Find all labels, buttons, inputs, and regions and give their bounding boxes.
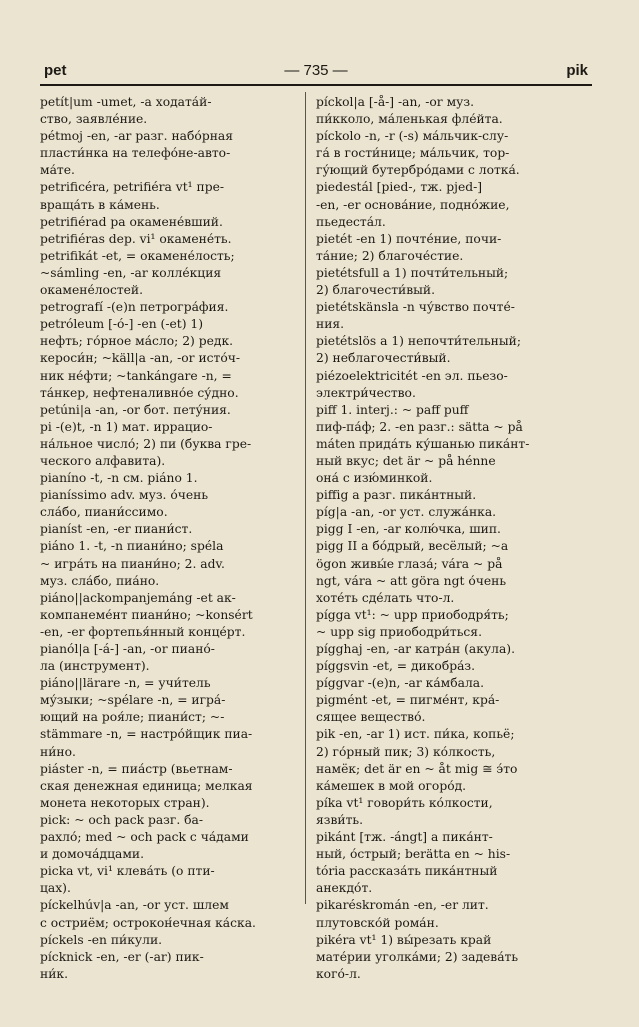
dictionary-entry [40,214,316,231]
dictionary-entry [40,179,316,213]
entry-line: муз. сла́бо, пиа́но. [40,573,160,588]
entry-line: -en, -er фортепья́нный конце́рт. [40,624,246,639]
page-header [40,62,592,84]
dictionary-entry [40,538,316,589]
entry-line: piézoelektricitét -en эл. пьезо- [316,368,508,383]
header-left-guideword: pet [44,62,67,79]
dictionary-entry [316,538,586,606]
entry-line: ~ upp sig приободри́ться. [316,624,482,639]
dictionary-entry [316,675,586,692]
entry-line: враща́ть в ка́мень. [40,197,160,212]
entry-line: пьедеста́л. [316,214,386,229]
entry-line: pianól|a [-á-] -an, -or пиано́- [40,642,215,656]
dictionary-entry [316,504,586,521]
entry-line: та́ние; 2) благоче́стие. [316,248,464,263]
entry-line: рахло́; med ~ och pack с ча́дами [40,830,249,845]
dictionary-entry [40,316,316,401]
entry-line: petrografí -(e)n петрогра́фия. [40,300,229,315]
entry-line: ngt, vára ~ att göra ngt о́чень [316,573,507,588]
entry-line: pik -en, -ar 1) ист. пи́ка, копьё; [316,727,515,742]
dictionary-entry [316,402,586,487]
entry-line: га́ в гости́нице; ма́льчик, тор- [316,146,510,161]
dictionary-entry [40,949,316,983]
entry-line: мате́рии уголка́ми; 2) задева́ть [316,949,519,964]
dictionary-entry [316,658,586,675]
entry-line: ская денежная единица; мелкая [40,778,253,793]
header-right-guideword: pik [566,62,588,79]
entry-line: pietétskänsla -n чу́вство почте́- [316,300,515,315]
entry-line: ла (инструмент). [40,659,150,674]
dictionary-entry [316,231,586,265]
entry-line: анекдо́т. [316,881,373,896]
dictionary-entry [40,932,316,949]
entry-line: petrifiéras dep. vi¹ окамене́ть. [40,231,232,246]
entry-line: ни́но. [40,744,76,759]
entry-line: píg|a -an, -or уст. служа́нка. [316,505,497,520]
entry-line: píggvar -(e)n, -ar ка́мбала. [316,676,485,691]
dictionary-entry [40,641,316,675]
entry-line: 2) неблагочести́вый. [316,351,451,366]
entry-line: 2) го́рный пик; 3) ко́лкость, [316,744,496,759]
entry-line: pietétslös a 1) непочти́тельный; [316,334,521,349]
entry-line: petróleum [-ó-] -en (-et) 1) [40,317,204,332]
entry-line: pianíssimo adv. муз. о́чень [40,488,209,503]
entry-line: она́ с изю́минкой. [316,471,433,486]
dictionary-entry [316,368,586,402]
entry-line: píka vt¹ говори́ть ко́лкости, [316,795,493,810]
dictionary-entry [40,470,316,487]
entry-line: цах). [40,881,71,896]
entry-line: пиф-па́ф; 2. -en разг.: sätta ~ på [316,419,523,434]
entry-line: piáster -n, = пиа́стр (вьетнам- [40,761,233,776]
dictionary-entry [316,897,586,931]
dictionary-entry [316,333,586,367]
dictionary-entry [40,94,316,128]
entry-line: и домоча́дцами. [40,847,144,862]
entry-line: кероси́н; ~käll|a -an, -or исто́ч- [40,351,241,366]
entry-line: окамене́лостей. [40,283,144,298]
entry-line: pícknick -en, -er (-ar) пик- [40,949,204,964]
entry-line: pietét -en 1) почте́ние, почи- [316,231,502,246]
dictionary-entry [40,761,316,812]
left-column [40,94,316,983]
dictionary-entry [316,521,586,538]
entry-line: pick: ~ och pack разг. ба- [40,812,204,827]
entry-line: ~ игра́ть на пиани́но; 2. adv. [40,556,225,571]
entry-line: petít|um -umet, -a ходата́й- [40,95,212,109]
dictionary-entry [316,128,586,179]
entry-line: píckelhúv|a -an, -or уст. шлем [40,898,229,913]
entry-line: pikéra vt¹ 1) вы́резать край [316,932,492,947]
entry-line: та́нкер, нефтеналивно́е су́дно. [40,385,239,400]
entry-line: stämmare -n, = настро́йщик пиа- [40,727,253,742]
entry-line: pétmoj -en, -ar разг. набо́рная [40,129,233,144]
dictionary-entry [316,641,586,658]
entry-line: -en, -er основа́ние, подно́жие, [316,197,510,212]
dictionary-entry [40,521,316,538]
entry-line: ющий на роя́ле; пиани́ст; ~- [40,710,225,725]
header-rule [40,84,592,86]
entry-line: на́льное число́; 2) пи (буква гре- [40,436,252,451]
entry-line: petrifikát -et, = окамене́лость; [40,248,235,263]
dictionary-entry [316,179,586,230]
dictionary-entry [316,94,586,128]
entry-line: pígghaj -en, -ar катра́н (акула). [316,642,515,656]
dictionary-entry [316,299,586,333]
entry-line: сла́бо, пиани́ссимо. [40,505,168,520]
entry-line: пласти́нка на телефо́не-авто- [40,146,231,161]
entry-line: ögon живы́е глаза́; vára ~ på [316,556,503,571]
entry-line: нефть; го́рное ма́сло; 2) редк. [40,334,234,349]
entry-line: монета некоторых стран). [40,795,210,810]
entry-line: piáno 1. -t, -n пиани́но; spéla [40,539,224,554]
entry-line: электри́чество. [316,385,416,400]
entry-line: ~sámling -en, -ar колле́кция [40,265,222,280]
entry-line: píckol|a [-å-] -an, -or муз. [316,95,474,109]
dictionary-entry [316,607,586,641]
entry-line: гу́ющий бутербро́дами с лотка́. [316,163,520,178]
entry-line: ник не́фти; ~tankángare -n, = [40,368,232,383]
dictionary-entry [40,812,316,863]
entry-line: компанеме́нт пиани́но; ~konsért [40,607,253,622]
dictionary-entry [316,487,586,504]
dictionary-entry [40,487,316,521]
entry-line: piffig a разг. пика́нтный. [316,488,477,503]
entry-line: píggsvin -et, = дикобра́з. [316,659,476,674]
entry-line: pianíno -t, -n см. piáno 1. [40,471,198,486]
entry-line: petrifiérad pa окамене́вший. [40,214,223,229]
entry-line: намёк; det är en ~ åt mig ≅ э́то [316,761,518,776]
entry-line: piáno||lärare -n, = учи́тель [40,676,211,691]
entry-line: плутовско́й рома́н. [316,915,439,930]
entry-line: pígga vt¹: ~ upp приободря́ть; [316,607,509,622]
entry-line: ство, заявле́ние. [40,112,148,127]
dictionary-entry [40,419,316,470]
dictionary-entry [40,863,316,897]
dictionary-entry [40,402,316,419]
entry-line: piedestál [pied-, тж. pjed-] [316,180,483,195]
entry-line: ния. [316,317,345,332]
right-column [316,94,586,983]
dictionary-entry [40,897,316,931]
entry-line: ни́к. [40,966,68,981]
entry-line: му́зыки; ~spélare -n, = игра́- [40,693,226,708]
entry-line: ка́мешек в мой огоро́д. [316,778,467,793]
entry-line: pianíst -en, -er пиани́ст. [40,522,193,537]
entry-line: pietétsfull a 1) почти́тельный; [316,265,509,280]
dictionary-entry [40,590,316,641]
entry-line: tória рассказа́ть пика́нтный [316,864,498,879]
entry-line: кого́-л. [316,966,361,981]
dictionary-entry [316,726,586,794]
entry-line: сящее вещество́. [316,710,426,725]
entry-line: ма́те. [40,163,75,178]
dictionary-entry [40,248,316,299]
entry-line: piff 1. interj.: ~ paff puff [316,402,469,417]
entry-line: píckels -en пи́кули. [40,932,163,947]
entry-line: pikaréskromán -en, -er лит. [316,898,489,913]
entry-line: с остриём; острокон́ечная ка́ска. [40,915,256,930]
dictionary-entry [316,829,586,897]
entry-line: pigmént -et, = пигме́нт, кра́- [316,693,500,708]
entry-line: picka vt, vi¹ клева́ть (о пти- [40,864,215,879]
entry-line: pikánt [тж. -ángt] a пика́нт- [316,830,493,845]
entry-line: píckolo -n, -r (-s) ма́льчик-слу- [316,129,509,144]
dictionary-entry [316,265,586,299]
dictionary-entry [40,299,316,316]
dictionary-entry [316,932,586,983]
entry-line: язви́ть. [316,812,363,827]
entry-line: piáno||ackompanjemáng -et ак- [40,590,236,605]
entry-line: pigg I -en, -ar колю́чка, шип. [316,522,501,537]
entry-line: пи́кколо, ма́ленькая фле́йта. [316,112,503,127]
entry-line: pigg II a бо́дрый, весёлый; ~a [316,539,509,554]
dictionary-entry [40,128,316,179]
entry-line: pi -(e)t, -n 1) мат. иррацио- [40,419,213,434]
entry-line: ческого алфавита). [40,453,166,468]
page-number: — 735 — [284,62,348,79]
dictionary-entry [40,231,316,248]
entry-line: petrificéra, petrifiéra vt¹ пре- [40,180,225,195]
dictionary-entry [40,675,316,760]
column-divider [305,92,306,904]
entry-line: хоте́ть сде́лать что-л. [316,590,455,605]
entry-line: máten прида́ть ку́шанью пика́нт- [316,436,530,451]
entry-line: 2) благочести́вый. [316,283,436,298]
entry-line: petúni|a -an, -or бот. пету́ния. [40,402,231,417]
entry-line: ный, о́стрый; berätta en ~ his- [316,847,511,862]
dictionary-entry [316,795,586,829]
entry-line: ный вкус; det är ~ på hénne [316,453,496,468]
dictionary-entry [316,692,586,726]
